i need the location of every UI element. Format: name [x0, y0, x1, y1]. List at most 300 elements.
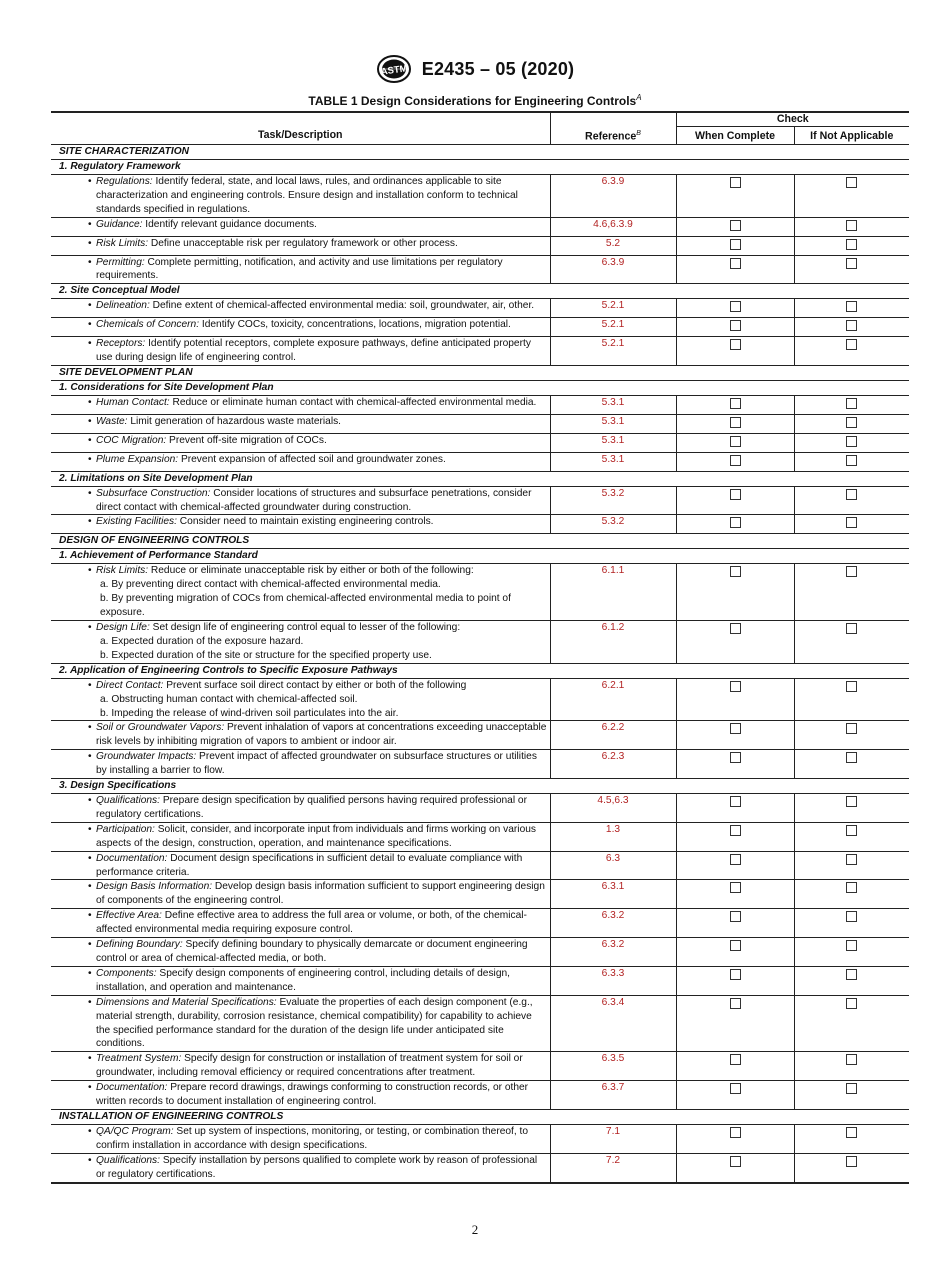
- task-description: [51, 620, 550, 663]
- task-description: [51, 966, 550, 995]
- reference-link[interactable]: 6.3.1: [550, 880, 676, 909]
- reference-link[interactable]: 6.1.1: [550, 564, 676, 621]
- bullet: •: [88, 910, 92, 922]
- bullet: •: [88, 621, 92, 633]
- when-complete-checkbox[interactable]: [730, 239, 741, 250]
- bullet: •: [88, 996, 92, 1008]
- not-applicable-checkbox[interactable]: [846, 723, 857, 734]
- task-description: [51, 909, 550, 938]
- when-complete-checkbox[interactable]: [730, 1054, 741, 1065]
- not-applicable-checkbox[interactable]: [846, 489, 857, 500]
- not-applicable-checkbox[interactable]: [846, 320, 857, 331]
- task-label: Waste:: [96, 415, 128, 427]
- task-text: Prevent off-site migration of COCs.: [166, 434, 327, 446]
- when-complete-checkbox-cell: [676, 175, 794, 218]
- subsection-heading-row: [51, 471, 909, 486]
- when-complete-checkbox-cell: [676, 486, 794, 515]
- reference-link[interactable]: 5.2.1: [550, 318, 676, 337]
- not-applicable-checkbox[interactable]: [846, 623, 857, 634]
- when-complete-checkbox[interactable]: [730, 398, 741, 409]
- svg-text:ASTM: ASTM: [379, 63, 409, 78]
- when-complete-checkbox[interactable]: [730, 940, 741, 951]
- not-applicable-checkbox-cell: [794, 486, 909, 515]
- when-complete-checkbox[interactable]: [730, 796, 741, 807]
- when-complete-checkbox[interactable]: [730, 911, 741, 922]
- reference-link[interactable]: 5.3.1: [550, 452, 676, 471]
- table-row: [51, 515, 909, 534]
- bullet: •: [88, 1082, 92, 1094]
- task-description: [51, 217, 550, 236]
- task-description: [51, 880, 550, 909]
- task-description: [51, 1153, 550, 1182]
- task-description: [51, 515, 550, 534]
- not-applicable-checkbox[interactable]: [846, 566, 857, 577]
- bullet: •: [88, 237, 92, 249]
- section-heading: INSTALLATION OF ENGINEERING CONTROLS: [51, 1109, 909, 1124]
- not-applicable-checkbox[interactable]: [846, 220, 857, 231]
- not-applicable-checkbox[interactable]: [846, 911, 857, 922]
- when-complete-checkbox[interactable]: [730, 1156, 741, 1167]
- header-reference-label: Reference: [585, 130, 637, 143]
- bullet: •: [88, 256, 92, 268]
- task-description: [51, 396, 550, 415]
- task-text: Prevent inhalation of vapors at concentrations exceeding unacceptable risk levels by inhibiting migration of vapors to ambient or indoor air.: [96, 722, 547, 748]
- when-complete-checkbox[interactable]: [730, 517, 741, 528]
- task-text: Prevent expansion of affected soil and groundwater zones.: [178, 453, 446, 465]
- when-complete-checkbox-cell: [676, 1052, 794, 1081]
- task-description: [51, 175, 550, 218]
- not-applicable-checkbox[interactable]: [846, 825, 857, 836]
- when-complete-checkbox-cell: [676, 255, 794, 284]
- table-row: [51, 433, 909, 452]
- task-text: Develop design basis information sufficient to support engineering design of components of the engineering control.: [96, 881, 545, 907]
- not-applicable-checkbox-cell: [794, 750, 909, 779]
- not-applicable-checkbox[interactable]: [846, 1054, 857, 1065]
- task-text: Identify potential receptors, complete exposure pathways, define anticipated property use during design life of engineering control.: [96, 338, 531, 364]
- not-applicable-checkbox-cell: [794, 452, 909, 471]
- when-complete-checkbox[interactable]: [730, 681, 741, 692]
- subsection-heading-row: [51, 663, 909, 678]
- task-description: [51, 486, 550, 515]
- bullet: •: [88, 679, 92, 691]
- table-row: [51, 217, 909, 236]
- not-applicable-checkbox[interactable]: [846, 339, 857, 350]
- when-complete-checkbox[interactable]: [730, 623, 741, 634]
- table-row: [51, 236, 909, 255]
- section-heading: DESIGN OF ENGINEERING CONTROLS: [51, 534, 909, 549]
- not-applicable-checkbox[interactable]: [846, 517, 857, 528]
- task-label: Documentation:: [96, 1082, 168, 1094]
- not-applicable-checkbox[interactable]: [846, 455, 857, 466]
- subsection-heading-row: [51, 160, 909, 175]
- task-label: Permitting:: [96, 256, 145, 268]
- when-complete-checkbox[interactable]: [730, 566, 741, 577]
- when-complete-checkbox[interactable]: [730, 998, 741, 1009]
- document-header: [0, 52, 950, 86]
- not-applicable-checkbox-cell: [794, 678, 909, 721]
- document-id: E2435 – 05 (2020): [421, 58, 575, 79]
- table-row: [51, 620, 909, 663]
- subsection-heading: 1. Achievement of Performance Standard: [51, 549, 909, 564]
- task-text: Prepare design specification by qualified persons having required professional or regulatory certifications.: [96, 795, 527, 820]
- task-label: Regulations:: [96, 176, 153, 188]
- task-label: Design Life:: [96, 621, 150, 633]
- task-description: [51, 452, 550, 471]
- bullet: •: [88, 300, 92, 312]
- bullet: •: [88, 722, 92, 734]
- page-number: 2: [471, 1222, 479, 1237]
- task-subitem: a. By preventing direct contact with chemical-affected environmental media.: [100, 579, 441, 591]
- not-applicable-checkbox[interactable]: [846, 940, 857, 951]
- task-description: [51, 414, 550, 433]
- not-applicable-checkbox-cell: [794, 564, 909, 621]
- task-label: Qualifications:: [96, 795, 160, 807]
- when-complete-checkbox[interactable]: [730, 339, 741, 350]
- task-subitem: b. By preventing migration of COCs from chemical-affected environmental media to point of exposure.: [100, 593, 511, 619]
- section-heading-row: [51, 534, 909, 549]
- reference-link[interactable]: 1.3: [550, 822, 676, 851]
- reference-link[interactable]: 7.1: [550, 1124, 676, 1153]
- bullet: •: [88, 176, 92, 188]
- design-considerations-table: [51, 111, 909, 1184]
- when-complete-checkbox-cell: [676, 1081, 794, 1110]
- task-text: Prepare record drawings, drawings conforming to construction records, or other written records to document installation of engineering control.: [96, 1082, 529, 1108]
- reference-link[interactable]: 6.3.2: [550, 909, 676, 938]
- subsection-heading-row: [51, 381, 909, 396]
- bullet: •: [88, 434, 92, 446]
- not-applicable-checkbox-cell: [794, 396, 909, 415]
- not-applicable-checkbox-cell: [794, 822, 909, 851]
- when-complete-checkbox-cell: [676, 217, 794, 236]
- not-applicable-checkbox[interactable]: [846, 301, 857, 312]
- not-applicable-checkbox-cell: [794, 851, 909, 880]
- when-complete-checkbox-cell: [676, 452, 794, 471]
- when-complete-checkbox-cell: [676, 564, 794, 621]
- reference-link[interactable]: 5.2.1: [550, 299, 676, 318]
- when-complete-checkbox-cell: [676, 880, 794, 909]
- bullet: •: [88, 823, 92, 835]
- bullet: •: [88, 1125, 92, 1137]
- task-description: [51, 236, 550, 255]
- task-description: [51, 318, 550, 337]
- not-applicable-checkbox-cell: [794, 414, 909, 433]
- task-label: COC Migration:: [96, 434, 167, 446]
- not-applicable-checkbox-cell: [794, 236, 909, 255]
- task-subitem: a. Obstructing human contact with chemical-affected soil.: [100, 693, 358, 705]
- when-complete-checkbox-cell: [676, 822, 794, 851]
- not-applicable-checkbox-cell: [794, 620, 909, 663]
- not-applicable-checkbox-cell: [794, 217, 909, 236]
- when-complete-checkbox-cell: [676, 678, 794, 721]
- subsection-heading: 3. Design Specifications: [51, 779, 909, 794]
- task-text: Specify defining boundary to physically demarcate or document engineering control or area of chemical-affected media, or both.: [96, 939, 528, 964]
- table-row: [51, 678, 909, 721]
- when-complete-checkbox[interactable]: [730, 854, 741, 865]
- not-applicable-checkbox[interactable]: [846, 882, 857, 893]
- reference-link[interactable]: 4.6,6.3.9: [550, 217, 676, 236]
- subsection-heading: 1. Considerations for Site Development Plan: [51, 381, 909, 396]
- header-reference: [550, 127, 676, 145]
- when-complete-checkbox[interactable]: [730, 177, 741, 188]
- reference-link[interactable]: 5.3.2: [550, 515, 676, 534]
- task-label: Documentation:: [96, 852, 168, 864]
- not-applicable-checkbox-cell: [794, 299, 909, 318]
- when-complete-checkbox-cell: [676, 750, 794, 779]
- not-applicable-checkbox[interactable]: [846, 436, 857, 447]
- subsection-heading-row: [51, 779, 909, 794]
- task-label: Plume Expansion:: [96, 453, 179, 465]
- when-complete-checkbox-cell: [676, 1153, 794, 1182]
- when-complete-checkbox[interactable]: [730, 220, 741, 231]
- reference-link[interactable]: 5.3.1: [550, 414, 676, 433]
- table-row: [51, 938, 909, 967]
- reference-link[interactable]: 4.5,6.3: [550, 794, 676, 823]
- when-complete-checkbox[interactable]: [730, 301, 741, 312]
- not-applicable-checkbox[interactable]: [846, 752, 857, 763]
- task-label: Delineation:: [96, 300, 150, 312]
- when-complete-checkbox[interactable]: [730, 1127, 741, 1138]
- task-text: Consider need to maintain existing engineering controls.: [176, 516, 434, 528]
- when-complete-checkbox-cell: [676, 236, 794, 255]
- table-row: [51, 337, 909, 366]
- task-description: [51, 721, 550, 750]
- table-row: [51, 318, 909, 337]
- not-applicable-checkbox[interactable]: [846, 854, 857, 865]
- when-complete-checkbox[interactable]: [730, 320, 741, 331]
- bullet: •: [88, 795, 92, 807]
- reference-link[interactable]: 6.3.9: [550, 175, 676, 218]
- task-text: Document design specifications in sufficient detail to evaluate compliance with performance criteria.: [96, 852, 523, 878]
- task-description: [51, 255, 550, 284]
- header-if-not-applicable: If Not Applicable: [794, 127, 909, 145]
- reference-link[interactable]: 6.2.2: [550, 721, 676, 750]
- not-applicable-checkbox-cell: [794, 433, 909, 452]
- table-title-note: A: [636, 93, 642, 102]
- when-complete-checkbox[interactable]: [730, 417, 741, 428]
- header-check: Check: [676, 112, 909, 127]
- task-label: Risk Limits:: [96, 237, 149, 249]
- reference-link[interactable]: 6.3.3: [550, 966, 676, 995]
- task-label: Dimensions and Material Specifications:: [96, 996, 277, 1008]
- task-subitem: a. Expected duration of the exposure hazard.: [100, 635, 304, 647]
- task-text: Complete permitting, notification, and activity and use limitations per regulatory requirements.: [96, 256, 503, 282]
- table-row: [51, 822, 909, 851]
- not-applicable-checkbox[interactable]: [846, 239, 857, 250]
- bullet: •: [88, 487, 92, 499]
- task-label: Risk Limits:: [96, 565, 149, 577]
- when-complete-checkbox-cell: [676, 299, 794, 318]
- task-text: Specify design components of engineering control, including details of design, installation, and operation and maintenance.: [96, 967, 510, 993]
- subsection-heading: 2. Limitations on Site Development Plan: [51, 471, 909, 486]
- when-complete-checkbox[interactable]: [730, 436, 741, 447]
- bullet: •: [88, 338, 92, 350]
- task-text: Prevent surface soil direct contact by either or both of the following: [163, 679, 467, 691]
- when-complete-checkbox[interactable]: [730, 1083, 741, 1094]
- task-description: [51, 995, 550, 1052]
- reference-link[interactable]: 6.3: [550, 851, 676, 880]
- reference-link[interactable]: 6.3.7: [550, 1081, 676, 1110]
- reference-link[interactable]: 5.2.1: [550, 337, 676, 366]
- not-applicable-checkbox[interactable]: [846, 398, 857, 409]
- subsection-heading: 2. Application of Engineering Controls to Specific Exposure Pathways: [51, 663, 909, 678]
- reference-link[interactable]: 6.3.9: [550, 255, 676, 284]
- when-complete-checkbox[interactable]: [730, 825, 741, 836]
- table-row: [51, 750, 909, 779]
- not-applicable-checkbox-cell: [794, 966, 909, 995]
- task-subitem: b. Expected duration of the site or structure for the specified property use.: [100, 649, 432, 661]
- table-row: [51, 1153, 909, 1182]
- not-applicable-checkbox[interactable]: [846, 969, 857, 980]
- bullet: •: [88, 453, 92, 465]
- task-text: Set design life of engineering control equal to lesser of the following:: [149, 621, 461, 633]
- task-text: Specify design for construction or installation of treatment system for soil or groundwater, including removal efficiency or required concentrations after treatment.: [96, 1053, 523, 1079]
- section-heading-row: [51, 145, 909, 160]
- not-applicable-checkbox[interactable]: [846, 417, 857, 428]
- not-applicable-checkbox-cell: [794, 1052, 909, 1081]
- task-label: Groundwater Impacts:: [96, 751, 197, 763]
- when-complete-checkbox[interactable]: [730, 723, 741, 734]
- task-subitem: b. Impeding the release of wind-driven soil particulates into the air.: [100, 707, 399, 719]
- task-description: [51, 1124, 550, 1153]
- table-row: [51, 299, 909, 318]
- reference-link[interactable]: 5.3.2: [550, 486, 676, 515]
- task-text: Define unacceptable risk per regulatory framework or other process.: [148, 237, 458, 249]
- not-applicable-checkbox[interactable]: [846, 796, 857, 807]
- task-text: Identify federal, state, and local laws, rules, and ordinances applicable to site characterization and engineering controls. Ensure design and installation conform to technical standards specified in regulations.: [96, 176, 518, 215]
- bullet: •: [88, 415, 92, 427]
- task-description: [51, 822, 550, 851]
- header-when-complete: When Complete: [676, 127, 794, 145]
- when-complete-checkbox[interactable]: [730, 455, 741, 466]
- bullet: •: [88, 881, 92, 893]
- not-applicable-checkbox[interactable]: [846, 177, 857, 188]
- reference-link[interactable]: 5.3.1: [550, 433, 676, 452]
- task-text: Consider locations of structures and subsurface penetrations, consider direct contact with chemical-affected groundwater during construction.: [96, 487, 532, 513]
- not-applicable-checkbox-cell: [794, 1081, 909, 1110]
- not-applicable-checkbox-cell: [794, 938, 909, 967]
- not-applicable-checkbox-cell: [794, 175, 909, 218]
- bullet: •: [88, 565, 92, 577]
- when-complete-checkbox-cell: [676, 721, 794, 750]
- task-text: Specify installation by persons qualified to complete work by reason of professional or regulatory certifications.: [96, 1154, 538, 1180]
- task-text: Limit generation of hazardous waste materials.: [127, 415, 342, 427]
- reference-link[interactable]: 6.2.1: [550, 678, 676, 721]
- table-row: [51, 794, 909, 823]
- not-applicable-checkbox-cell: [794, 721, 909, 750]
- when-complete-checkbox[interactable]: [730, 882, 741, 893]
- table-row: [51, 1081, 909, 1110]
- table-row: [51, 175, 909, 218]
- task-label: Guidance:: [96, 218, 143, 230]
- when-complete-checkbox[interactable]: [730, 969, 741, 980]
- task-label: Soil or Groundwater Vapors:: [96, 722, 225, 734]
- table-row: [51, 452, 909, 471]
- bullet: •: [88, 1053, 92, 1065]
- not-applicable-checkbox[interactable]: [846, 681, 857, 692]
- task-label: Participation:: [96, 823, 155, 835]
- not-applicable-checkbox-cell: [794, 255, 909, 284]
- when-complete-checkbox[interactable]: [730, 752, 741, 763]
- when-complete-checkbox-cell: [676, 851, 794, 880]
- bullet: •: [88, 516, 92, 528]
- not-applicable-checkbox-cell: [794, 515, 909, 534]
- when-complete-checkbox-cell: [676, 433, 794, 452]
- task-label: Human Contact:: [96, 397, 170, 408]
- subsection-heading-row: [51, 549, 909, 564]
- reference-link[interactable]: 5.3.1: [550, 396, 676, 415]
- bullet: •: [88, 397, 92, 408]
- task-label: Qualifications:: [96, 1154, 160, 1166]
- table-row: [51, 880, 909, 909]
- subsection-heading-row: [51, 284, 909, 299]
- reference-link[interactable]: 5.2: [550, 236, 676, 255]
- reference-link[interactable]: 7.2: [550, 1153, 676, 1182]
- task-description: [51, 1052, 550, 1081]
- not-applicable-checkbox[interactable]: [846, 258, 857, 269]
- task-label: Defining Boundary:: [96, 939, 183, 951]
- table-row: [51, 721, 909, 750]
- when-complete-checkbox-cell: [676, 794, 794, 823]
- table-row: [51, 966, 909, 995]
- not-applicable-checkbox[interactable]: [846, 1156, 857, 1167]
- task-text: Prevent impact of affected groundwater on subsurface structures or utilities by installing a barrier to flow.: [96, 751, 537, 777]
- task-description: [51, 794, 550, 823]
- not-applicable-checkbox[interactable]: [846, 998, 857, 1009]
- not-applicable-checkbox-cell: [794, 337, 909, 366]
- reference-link[interactable]: 6.3.2: [550, 938, 676, 967]
- task-description: [51, 851, 550, 880]
- when-complete-checkbox[interactable]: [730, 258, 741, 269]
- section-heading-row: [51, 366, 909, 381]
- not-applicable-checkbox[interactable]: [846, 1127, 857, 1138]
- not-applicable-checkbox-cell: [794, 1124, 909, 1153]
- when-complete-checkbox-cell: [676, 396, 794, 415]
- section-heading: SITE CHARACTERIZATION: [51, 145, 909, 160]
- not-applicable-checkbox-cell: [794, 794, 909, 823]
- table-row: [51, 486, 909, 515]
- task-text: Reduce or eliminate human contact with chemical-affected environmental media.: [169, 397, 537, 408]
- bullet: •: [88, 751, 92, 763]
- when-complete-checkbox-cell: [676, 938, 794, 967]
- reference-link[interactable]: 6.1.2: [550, 620, 676, 663]
- table-title-text: TABLE 1 Design Considerations for Engineering Controls: [308, 94, 637, 108]
- task-description: [51, 337, 550, 366]
- when-complete-checkbox-cell: [676, 414, 794, 433]
- task-label: Existing Facilities:: [96, 516, 177, 528]
- reference-link[interactable]: 6.2.3: [550, 750, 676, 779]
- when-complete-checkbox-cell: [676, 318, 794, 337]
- table-row: [51, 1124, 909, 1153]
- task-label: Effective Area:: [96, 910, 162, 922]
- task-label: Treatment System:: [96, 1053, 182, 1065]
- header-blank: [51, 112, 550, 127]
- not-applicable-checkbox[interactable]: [846, 1083, 857, 1094]
- bullet: •: [88, 218, 92, 230]
- subsection-heading: 2. Site Conceptual Model: [51, 284, 909, 299]
- not-applicable-checkbox-cell: [794, 318, 909, 337]
- when-complete-checkbox-cell: [676, 909, 794, 938]
- astm-logo: [376, 54, 412, 84]
- when-complete-checkbox-cell: [676, 515, 794, 534]
- reference-link[interactable]: 6.3.4: [550, 995, 676, 1052]
- table-row: [51, 396, 909, 415]
- task-description: [51, 1081, 550, 1110]
- table-row: [51, 995, 909, 1052]
- when-complete-checkbox[interactable]: [730, 489, 741, 500]
- reference-link[interactable]: 6.3.5: [550, 1052, 676, 1081]
- table-title: [0, 93, 950, 108]
- task-label: Components:: [96, 967, 157, 979]
